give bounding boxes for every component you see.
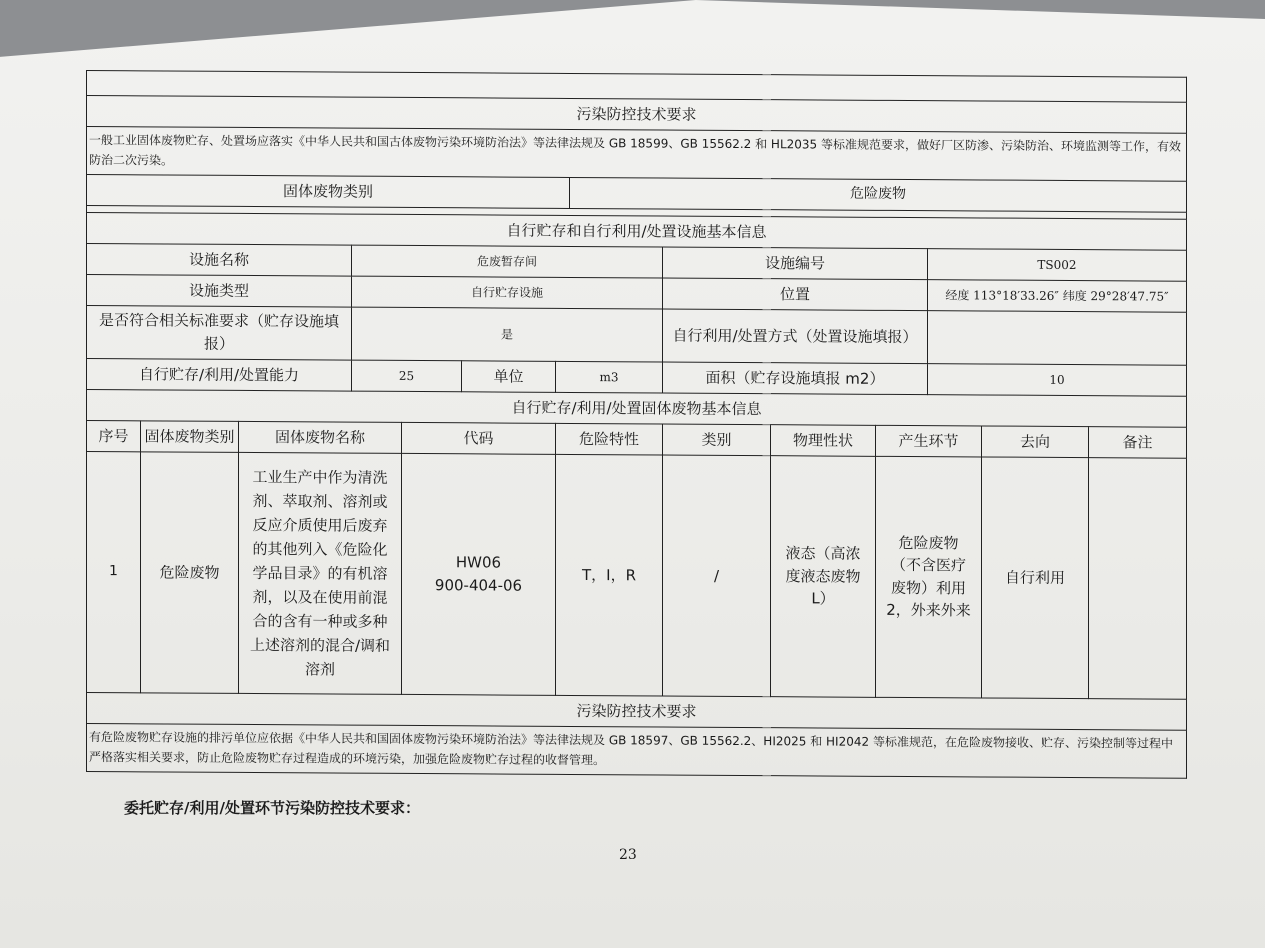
row-source: 危险废物（不含医疗废物）利用 2，外来外来 <box>876 456 982 698</box>
facility-section-title: 自行贮存和自行利用/处置设施基本信息 <box>87 212 1187 250</box>
facility-name-value: 危废暂存间 <box>352 245 663 278</box>
capacity-label: 自行贮存/利用/处置能力 <box>87 358 352 391</box>
document-sheet <box>86 70 1186 778</box>
facility-code-label: 设施编号 <box>663 247 928 280</box>
capacity-value: 25 <box>352 360 462 392</box>
area-label: 面积（贮存设施填报 m2） <box>663 362 928 395</box>
category-label: 固体废物类别 <box>87 174 570 208</box>
unit-value: m3 <box>556 361 663 393</box>
unit-label: 单位 <box>462 361 556 393</box>
row-hazard: T，I，R <box>556 454 663 696</box>
table-row <box>87 451 1187 699</box>
header-cell: 固体废物名称 <box>239 421 402 453</box>
bottom-section-title: 污染防控技术要求 <box>87 692 1187 730</box>
header-cell: 序号 <box>87 420 141 451</box>
top-section-title: 污染防控技术要求 <box>87 96 1187 134</box>
header-cell: 物理性状 <box>771 424 876 456</box>
location-value: 经度 113°18′33.26″ 纬度 29°28′47.75″ <box>928 279 1187 312</box>
header-cell: 去向 <box>982 426 1089 458</box>
area-value: 10 <box>928 363 1187 396</box>
row-number: 1 <box>87 451 141 692</box>
header-cell: 代码 <box>402 422 556 454</box>
delegated-requirements-label: 委托贮存/利用/处置环节污染防控技术要求： <box>124 799 420 817</box>
header-cell: 危险特性 <box>556 423 663 455</box>
waste-section-title: 自行贮存/利用/处置固体废物基本信息 <box>87 389 1187 427</box>
row-destination: 自行利用 <box>982 457 1089 699</box>
facility-code-value: TS002 <box>928 248 1187 281</box>
header-cell: 备注 <box>1089 426 1187 458</box>
standard-label: 是否符合相关标准要求（贮存设施填报） <box>87 305 352 360</box>
category-value: 危险废物 <box>570 177 1187 212</box>
row-code-line1: HW06 <box>455 553 502 572</box>
header-cell: 类别 <box>663 424 771 456</box>
row-waste-name: 工业生产中作为清洗剂、萃取剂、溶剂或反应介质使用后废弃的其他列入《危险化学品目录》的有机溶剂，以及在使用前混合的含有一种或多种上述溶剂的混合/调和溶剂 <box>239 452 402 694</box>
pollution-control-table <box>86 70 1187 778</box>
row-state: 液态（高浓度液态废物L） <box>771 455 876 697</box>
method-value <box>928 310 1187 365</box>
row-remark <box>1089 457 1187 699</box>
facility-type-label: 设施类型 <box>87 274 352 307</box>
top-section-text: 一般工业固体废物贮存、处置场应落实《中华人民共和国古体废物污染环境防治法》等法律法规及 GB 18599、GB 15562.2 和 HL2035 等标准规范要求，做好厂区防渗、污染防治、环境监测等工作，有效防治二次污染。 <box>87 127 1187 182</box>
row-code-line2: 900-404-06 <box>434 575 523 595</box>
bottom-section-text: 有危险废物贮存设施的排污单位应依据《中华人民共和国固体废物污染环境防治法》等法律法规及 GB 18597、GB 15562.2、HI2025 和 HI2042 等标准规范，在危险废物接收、贮存、污染控制等过程中严格落实相关要求，防止危险废物贮存过程造成的环境污染，加强危险废物贮存过程的收督管理。 <box>87 723 1187 778</box>
header-cell: 固体废物类别 <box>141 421 239 453</box>
page-number: 23 <box>619 847 637 863</box>
row-code <box>402 453 556 695</box>
row-class: / <box>663 455 771 697</box>
facility-type-value: 自行贮存设施 <box>352 276 663 309</box>
method-label: 自行利用/处置方式（处置设施填报） <box>663 309 928 364</box>
location-label: 位置 <box>663 278 928 311</box>
header-cell: 产生环节 <box>876 425 982 457</box>
row-category: 危险废物 <box>141 452 239 694</box>
facility-name-label: 设施名称 <box>87 243 352 276</box>
standard-value: 是 <box>352 307 663 362</box>
